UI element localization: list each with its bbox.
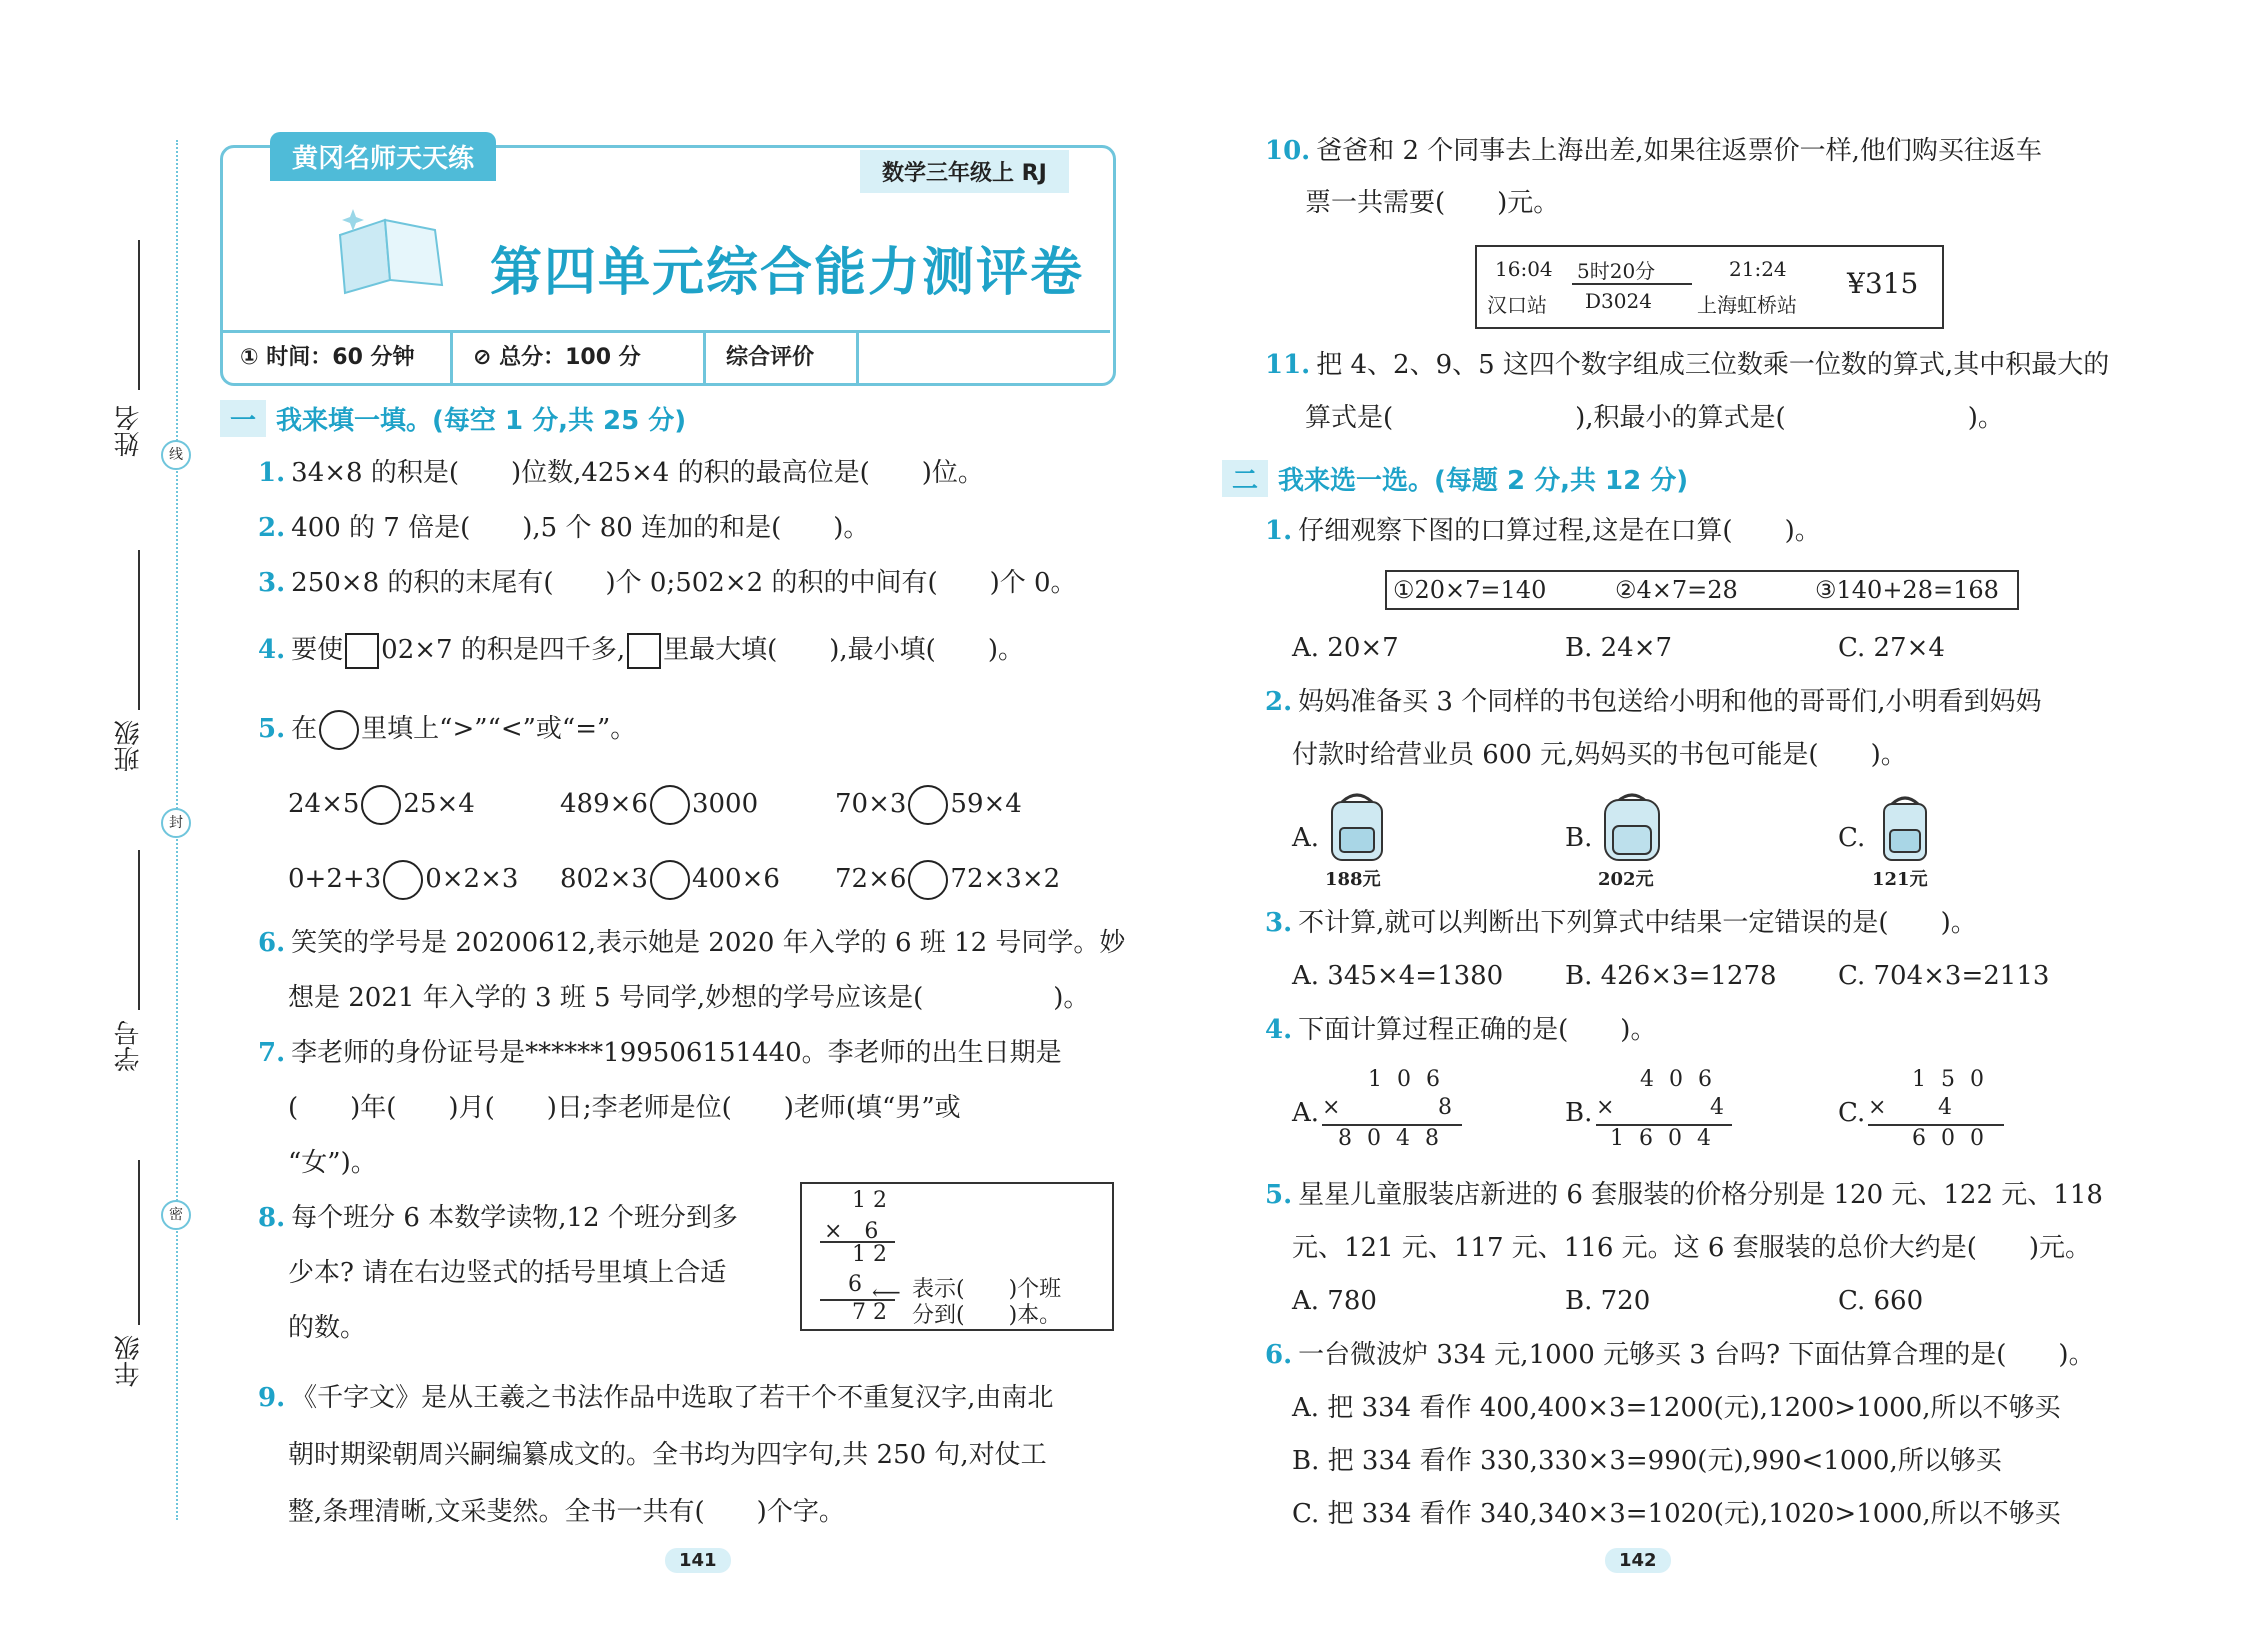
label-grade: 年级	[114, 1335, 144, 1387]
brand-logo: 黄冈名师天天练	[270, 132, 496, 181]
c5-line-2: 元、121 元、117 元、116 元。这 6 套服装的总价大约是( )元。	[1292, 1233, 2092, 1263]
question-1	[258, 455, 984, 491]
q6-line-2: 想是 2021 年入学的 3 班 5 号同学,妙想的学号应该是( )。	[288, 983, 1090, 1013]
option-a[interactable]: A. 345×4=1380	[1292, 961, 1504, 991]
price-c: 121元	[1872, 869, 1928, 890]
q9-number: 9.	[258, 1383, 286, 1413]
vert-top: 1 2	[852, 1188, 887, 1213]
trip-arrow	[1572, 283, 1692, 285]
choice-4	[1265, 1012, 1656, 1048]
label-student-no: 学号	[114, 1020, 144, 1072]
c4-text: 下面计算过程正确的是( )。	[1298, 1015, 1657, 1045]
answer-circle[interactable]	[650, 860, 690, 900]
evaluation-blank	[859, 333, 879, 383]
section-1-title: 我来填一填。(每空 1 分,共 25 分)	[276, 406, 687, 436]
times-sign: ×	[1868, 1095, 1887, 1120]
compare-left: 24×5	[288, 789, 360, 819]
q5-number: 5.	[258, 714, 286, 744]
step-1: ①20×7=140	[1393, 576, 1547, 604]
answer-circle[interactable]	[319, 710, 359, 750]
question-6	[258, 925, 1125, 961]
grade-blank	[138, 1160, 140, 1325]
q3-text: 250×8 的积的末尾有( )个 0;502×2 的积的中间有( )个 0。	[291, 568, 1077, 598]
calc-top: 1 0 6	[1368, 1067, 1444, 1092]
q2-text: 400 的 7 倍是( ),5 个 80 连加的和是( )。	[291, 513, 870, 543]
price-a: 188元	[1325, 869, 1381, 890]
q5-text-b: 里填上“>”“<”或“=”。	[361, 714, 637, 744]
score-info: ⊘ 总分：100 分	[453, 333, 706, 383]
mental-math-box	[1385, 570, 2019, 610]
compare-right: 3000	[691, 789, 759, 819]
departure-time: 16:04	[1495, 257, 1553, 281]
backpack-icon	[1322, 790, 1392, 865]
q8-vertical-box	[800, 1182, 1114, 1331]
q4-number: 4.	[258, 635, 286, 665]
choice-1	[1265, 513, 1821, 549]
q7-line-1: 李老师的身份证号是******199506151440。李老师的出生日期是	[291, 1038, 1062, 1068]
option-c[interactable]: C. 660	[1838, 1286, 1924, 1316]
arrow-icon: ⟵	[872, 1280, 901, 1304]
q9-line-2: 朝时期梁朝周兴嗣编纂成文的。全书均为四字句,共 250 句,对仗工	[288, 1440, 1047, 1470]
c2-line-1: 妈妈准备买 3 个同样的书包送给小明和他的哥哥们,小明看到妈妈	[1298, 687, 2042, 717]
label-name: 姓名	[114, 405, 144, 457]
question-7	[258, 1035, 1062, 1071]
answer-box[interactable]	[345, 633, 379, 669]
option-a[interactable]: A.	[1292, 823, 1320, 853]
section-2-title: 我来选一选。(每题 2 分,共 12 分)	[1278, 466, 1689, 496]
ticket-price: ¥315	[1847, 267, 1919, 300]
page-number-left: 141	[665, 1548, 731, 1573]
q8-line-2: 少本? 请在右边竖式的括号里填上合适	[288, 1258, 727, 1288]
choice-2	[1265, 684, 2042, 720]
q11-number: 11.	[1265, 350, 1311, 380]
c3-number: 3.	[1265, 908, 1293, 938]
compare-right: 25×4	[403, 789, 475, 819]
option-a[interactable]: A. 780	[1292, 1286, 1377, 1316]
q1-text: 34×8 的积是( )位数,425×4 的积的最高位是( )位。	[291, 458, 984, 488]
option-b[interactable]: B. 把 334 看作 330,330×3=990(元),990<1000,所以够买	[1292, 1446, 2002, 1476]
answer-circle[interactable]	[650, 785, 690, 825]
c2-number: 2.	[1265, 687, 1293, 717]
evaluation-label: 综合评价	[706, 333, 859, 383]
compare-item	[288, 785, 475, 825]
compare-item	[288, 860, 518, 900]
compare-item	[835, 785, 1022, 825]
vert-mult: × 6	[824, 1219, 879, 1244]
option-c[interactable]: C.	[1838, 823, 1866, 853]
answer-circle[interactable]	[908, 785, 948, 825]
arrival-station: 上海虹桥站	[1697, 293, 1797, 317]
option-a[interactable]: A.	[1292, 1098, 1320, 1128]
step-2: ②4×7=28	[1615, 576, 1738, 604]
q4-text-c: 里最大填( ),最小填( )。	[663, 635, 1024, 665]
q9-line-3: 整,条理清晰,文采斐然。全书一共有( )个字。	[288, 1497, 845, 1527]
q10-number: 10.	[1265, 136, 1311, 166]
vert-result: 7 2	[852, 1300, 887, 1325]
step-3: ③140+28=168	[1815, 576, 1999, 604]
compare-item	[560, 860, 780, 900]
section-2-tag: 二	[1222, 460, 1268, 497]
times-sign: ×	[1322, 1095, 1341, 1120]
q8-note-2: 分到( )本。	[912, 1303, 1062, 1328]
compare-item	[835, 860, 1060, 900]
question-4	[258, 632, 1024, 669]
q5-text-a: 在	[291, 714, 318, 744]
time-info: ① 时间：60 分钟	[220, 333, 453, 383]
calc-result: 6 0 0	[1912, 1126, 1988, 1151]
page-number-right: 142	[1605, 1548, 1671, 1573]
compare-left: 489×6	[560, 789, 648, 819]
c6-number: 6.	[1265, 1340, 1293, 1370]
vert-partial-2: 6	[848, 1272, 862, 1297]
departure-station: 汉口站	[1487, 293, 1547, 317]
q1-number: 1.	[258, 458, 286, 488]
question-8	[258, 1200, 738, 1236]
compare-right: 0×2×3	[425, 864, 519, 894]
q6-line-1: 笑笑的学号是 20200612,表示她是 2020 年入学的 6 班 12 号同学。妙	[291, 928, 1126, 958]
q2-number: 2.	[258, 513, 286, 543]
calc-multiplier: 8	[1438, 1095, 1452, 1120]
train-number: D3024	[1585, 289, 1652, 313]
q8-line-1: 每个班分 6 本数学读物,12 个班分到多	[291, 1203, 738, 1233]
backpack-icon	[1870, 790, 1940, 865]
student-no-blank	[138, 850, 140, 1010]
option-b[interactable]: B.	[1565, 823, 1593, 853]
book-icon	[330, 205, 450, 295]
calc-multiplier: 4	[1938, 1095, 1952, 1120]
trip-duration: 5时20分	[1577, 259, 1656, 283]
q11-line-1: 把 4、2、9、5 这四个数字组成三位数乘一位数的算式,其中积最大的	[1316, 350, 2110, 380]
q6-number: 6.	[258, 928, 286, 958]
calc-result: 8 0 4 8	[1338, 1126, 1443, 1151]
q7-number: 7.	[258, 1038, 286, 1068]
q3-number: 3.	[258, 568, 286, 598]
option-a[interactable]: A. 20×7	[1292, 633, 1399, 663]
answer-circle[interactable]	[361, 785, 401, 825]
q9-line-1: 《千字文》是从王羲之书法作品中选取了若干个不重复汉字,由南北	[291, 1383, 1054, 1413]
name-blank	[138, 240, 140, 390]
question-11	[1265, 347, 2109, 383]
price-b: 202元	[1598, 869, 1654, 890]
answer-box[interactable]	[627, 633, 661, 669]
c1-number: 1.	[1265, 516, 1293, 546]
question-10	[1265, 133, 2042, 169]
option-a[interactable]: A. 把 334 看作 400,400×3=1200(元),1200>1000,所以不够买	[1292, 1393, 2061, 1423]
arrival-time: 21:24	[1729, 257, 1787, 281]
q7-line-2: ( )年( )月( )日;李老师是位( )老师(填“男”或	[288, 1093, 961, 1123]
c6-text: 一台微波炉 334 元,1000 元够买 3 台吗? 下面估算合理的是( )。	[1298, 1340, 2095, 1370]
option-c[interactable]: C. 704×3=2113	[1838, 961, 2050, 991]
calc-result: 1 6 0 4	[1610, 1126, 1715, 1151]
choice-5	[1265, 1177, 2103, 1213]
compare-right: 400×6	[691, 864, 780, 894]
page-title: 第四单元综合能力测评卷	[490, 243, 1085, 303]
q7-line-3: “女”)。	[288, 1148, 377, 1178]
seal-secret: 密	[161, 1200, 191, 1230]
times-sign: ×	[1596, 1095, 1615, 1120]
vert-rule-1	[820, 1241, 895, 1243]
compare-item	[560, 785, 758, 825]
q4-text-b: 02×7 的积是四千多,	[381, 635, 626, 665]
label-class: 班级	[114, 720, 144, 772]
c1-text: 仔细观察下图的口算过程,这是在口算( )。	[1298, 516, 1821, 546]
q11-line-2: 算式是( ),积最小的算式是( )。	[1305, 403, 2004, 433]
section-2-heading	[1222, 460, 1688, 497]
compare-left: 0+2+3	[288, 864, 382, 894]
info-bar	[220, 330, 1110, 383]
q8-line-3: 的数。	[288, 1313, 367, 1343]
option-b[interactable]: B. 426×3=1278	[1565, 961, 1777, 991]
compare-right: 72×3×2	[950, 864, 1061, 894]
q10-line-2: 票一共需要( )元。	[1305, 188, 1560, 218]
section-1-tag: 一	[220, 400, 266, 437]
calc-top: 1 5 0	[1912, 1067, 1988, 1092]
option-b[interactable]: B.	[1565, 1098, 1593, 1128]
option-b[interactable]: B. 24×7	[1565, 633, 1673, 663]
choice-3	[1265, 905, 1977, 941]
answer-circle[interactable]	[383, 860, 423, 900]
c5-line-1: 星星儿童服装店新进的 6 套服装的价格分别是 120 元、122 元、118	[1298, 1180, 2103, 1210]
compare-left: 70×3	[835, 789, 907, 819]
option-c[interactable]: C. 把 334 看作 340,340×3=1020(元),1020>1000,所以不够买	[1292, 1499, 2061, 1529]
answer-circle[interactable]	[908, 860, 948, 900]
question-5	[258, 710, 636, 750]
seal-seal: 封	[161, 808, 191, 838]
c5-number: 5.	[1265, 1180, 1293, 1210]
c3-text: 不计算,就可以判断出下列算式中结果一定错误的是( )。	[1298, 908, 1977, 938]
question-9	[258, 1380, 1053, 1416]
q8-number: 8.	[258, 1203, 286, 1233]
calc-multiplier: 4	[1710, 1095, 1724, 1120]
vert-partial-1: 1 2	[852, 1242, 887, 1267]
section-1-heading	[220, 400, 686, 437]
question-3	[258, 565, 1077, 601]
train-ticket	[1475, 245, 1944, 329]
choice-6	[1265, 1337, 2095, 1373]
option-c[interactable]: C. 27×4	[1838, 633, 1945, 663]
class-blank	[138, 550, 140, 710]
option-b[interactable]: B. 720	[1565, 1286, 1651, 1316]
question-2	[258, 510, 869, 546]
calc-top: 4 0 6	[1640, 1067, 1716, 1092]
grade-tag: 数学三年级上 RJ	[860, 150, 1069, 193]
q8-note-1: 表示( )个班	[912, 1277, 1062, 1302]
q10-line-1: 爸爸和 2 个同事去上海出差,如果往返票价一样,他们购买往返车	[1316, 136, 2042, 166]
q4-text-a: 要使	[291, 635, 344, 665]
compare-right: 59×4	[950, 789, 1022, 819]
compare-left: 72×6	[835, 864, 907, 894]
compare-left: 802×3	[560, 864, 648, 894]
c2-line-2: 付款时给营业员 600 元,妈妈买的书包可能是( )。	[1292, 740, 1907, 770]
option-c[interactable]: C.	[1838, 1098, 1866, 1128]
seal-line: 线	[161, 440, 191, 470]
backpack-icon	[1597, 790, 1667, 865]
c4-number: 4.	[1265, 1015, 1293, 1045]
